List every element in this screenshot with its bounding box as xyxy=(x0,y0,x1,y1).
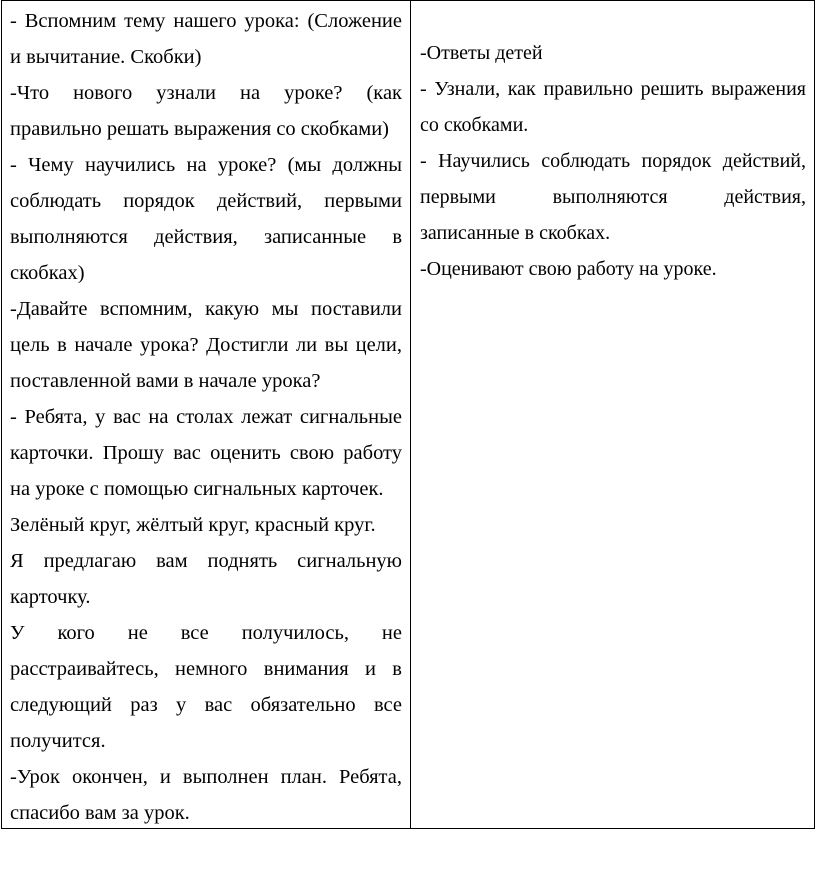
student-paragraph-skills: - Научились соблюдать порядок действий, первыми выполняются действия, записанные в скобках. xyxy=(420,150,806,244)
student-paragraph-answers: -Ответы детей xyxy=(420,42,543,64)
teacher-paragraph-goal: -Давайте вспомним, какую мы поставили цель в начале урока? Достигли ли вы цели, поставленной вами в начале урока? xyxy=(10,298,402,392)
teacher-activity-cell xyxy=(2,1,411,828)
teacher-paragraph-closing: -Урок окончен, и выполнен план. Ребята, спасибо вам за урок. xyxy=(10,766,402,824)
teacher-paragraph-learned: -Что нового узнали на уроке? (как правильно решать выражения со скобками) xyxy=(10,82,402,140)
teacher-paragraph-circles: Зелёный круг, жёлтый круг, красный круг. xyxy=(10,514,376,536)
lesson-table xyxy=(1,0,815,829)
teacher-paragraph-signal-cards: - Ребята, у вас на столах лежат сигнальные карточки. Прошу вас оценить свою работу на уроке с помощью сигнальных карточек. xyxy=(10,406,402,500)
teacher-paragraph-raise-card: Я предлагаю вам поднять сигнальную карточку. xyxy=(10,550,402,608)
teacher-paragraph-skills: - Чему научились на уроке? (мы должны соблюдать порядок действий, первыми выполняются действия, записанные в скобках) xyxy=(10,154,402,284)
teacher-paragraph-encouragement: У кого не все получилось, не расстраивайтесь, немного внимания и в следующий раз у вас обязательно все получится. xyxy=(10,622,402,752)
student-activity-cell xyxy=(411,1,814,828)
student-paragraph-learned: - Узнали, как правильно решить выражения со скобками. xyxy=(420,78,806,136)
student-paragraph-self-assessment: -Оценивают свою работу на уроке. xyxy=(420,258,717,280)
teacher-paragraph-topic: - Вспомним тему нашего урока: (Сложение и вычитание. Скобки) xyxy=(10,10,402,68)
